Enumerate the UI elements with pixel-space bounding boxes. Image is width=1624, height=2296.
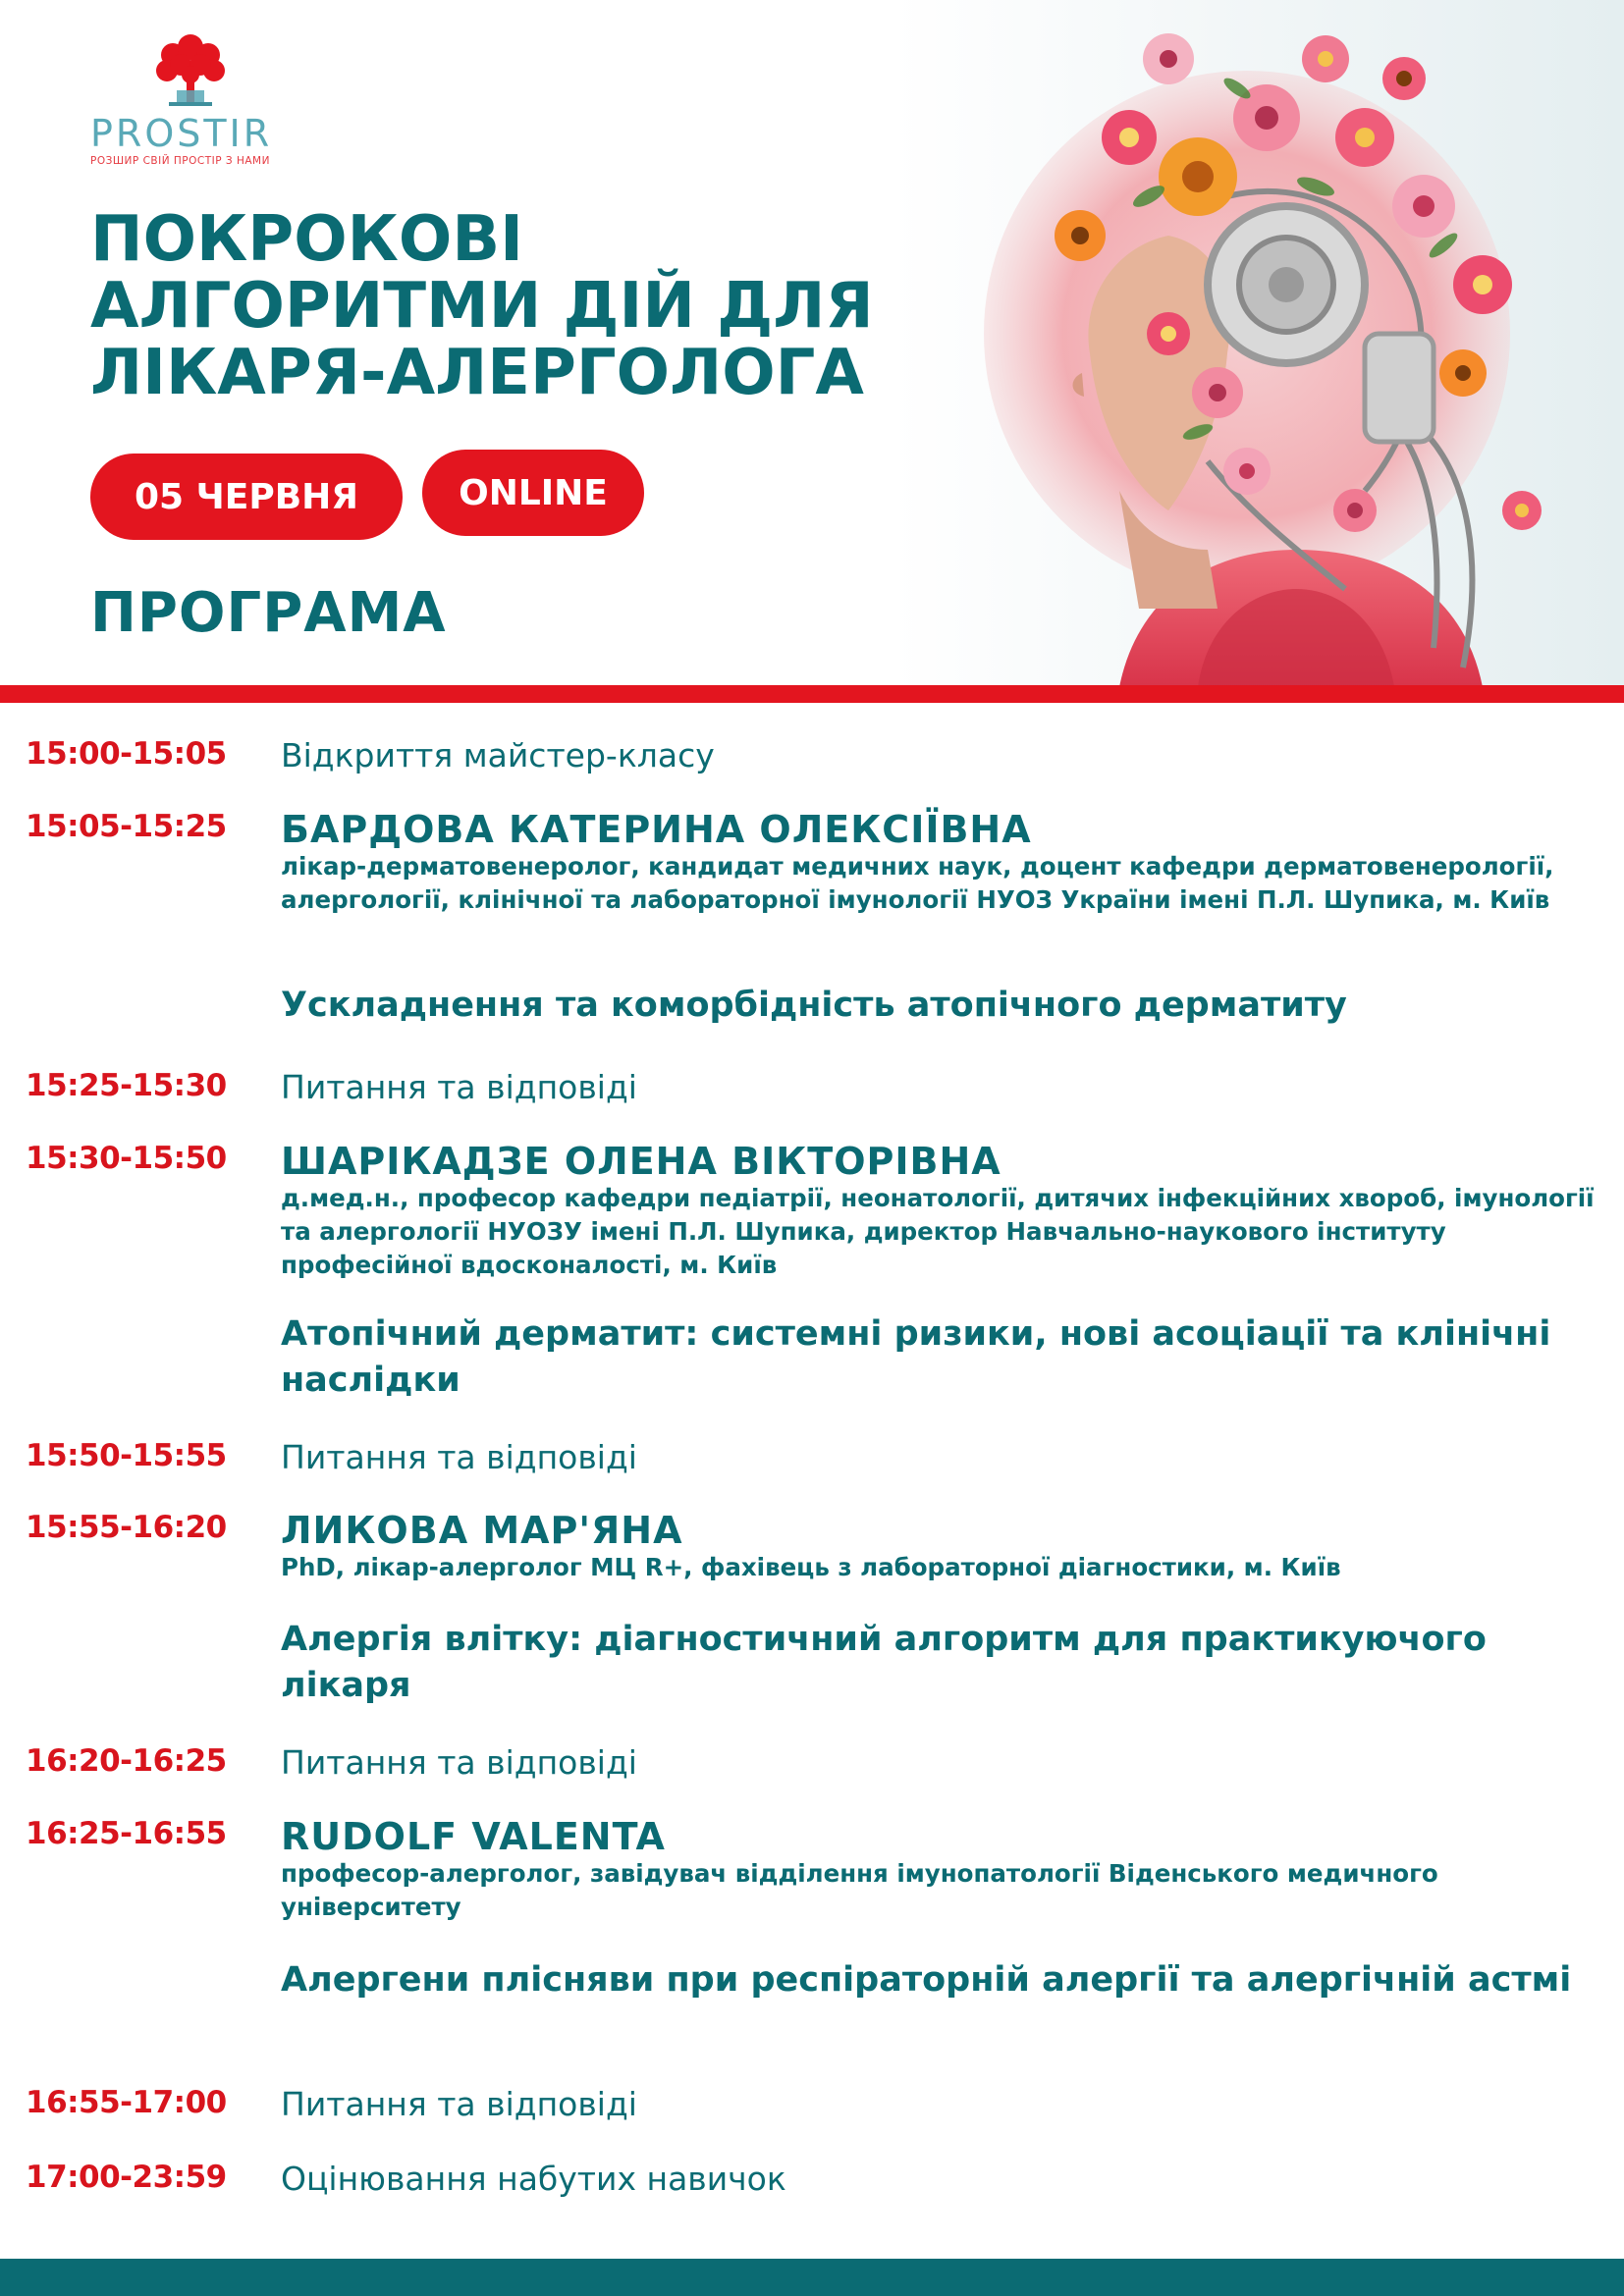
- time-slot: 15:05-15:25: [26, 809, 227, 844]
- speaker-description: PhD, лікар-алерголог МЦ R+, фахівець з лабораторної діагностики, м. Київ: [281, 1553, 1341, 1581]
- speaker-description: д.мед.н., професор кафедри педіатрії, неонатології, дитячих інфекційних хвороб, імунології та алергології НУОЗУ імені П.Л. Шупика, директор Навчально-наукового інституту професійної вдосконалості, м. Київ: [281, 1184, 1595, 1279]
- program-heading: ПРОГРАМА: [90, 581, 447, 645]
- page-title: [90, 203, 974, 409]
- header-banner: [0, 0, 1624, 687]
- time-slot: 17:00-23:59: [26, 2160, 227, 2195]
- time-slot: 15:00-15:05: [26, 736, 227, 772]
- time-slot: 15:30-15:50: [26, 1141, 227, 1176]
- title-line: АЛГОРИТМИ ДІЙ ДЛЯ: [90, 270, 874, 343]
- talk-topic: Атопічний дерматит: системні ризики, нові асоціації та клінічні наслідки: [281, 1314, 1551, 1400]
- title-line: ЛІКАРЯ-АЛЕРГОЛОГА: [90, 337, 864, 409]
- session-title: Питання та відповіді: [281, 1068, 637, 1106]
- date-badge: 05 ЧЕРВНЯ: [90, 454, 403, 540]
- brand-tagline: РОЗШИР СВІЙ ПРОСТІР З НАМИ: [90, 155, 270, 167]
- footer-bar: [0, 2259, 1624, 2296]
- session-title: Оцінювання набутих навичок: [281, 2160, 786, 2198]
- time-slot: 15:50-15:55: [26, 1438, 227, 1473]
- session-title: Питання та відповіді: [281, 2085, 637, 2123]
- flower-robot-illustration: [972, 0, 1624, 687]
- talk-topic: Алергія влітку: діагностичний алгоритм для практикуючого лікаря: [281, 1620, 1487, 1705]
- speaker-description: лікар-дерматовенеролог, кандидат медичних наук, доцент кафедри дерматовенерології, алергології, клінічної та лабораторної імунології НУОЗ України імені П.Л. Шупика, м. Київ: [281, 852, 1554, 914]
- online-badge: ONLINE: [422, 450, 644, 536]
- talk-topic: Ускладнення та коморбідність атопічного дерматиту: [281, 986, 1347, 1025]
- session-title: Відкриття майстер-класу: [281, 736, 715, 774]
- title-line: ПОКРОКОВІ: [90, 203, 523, 276]
- time-slot: 16:25-16:55: [26, 1816, 227, 1851]
- speaker-name: RUDOLF VALENTA: [281, 1815, 666, 1858]
- time-slot: 16:20-16:25: [26, 1743, 227, 1779]
- talk-topic: Алергени плісняви при респіраторній алергії та алергічній астмі: [281, 1960, 1572, 2000]
- time-slot: 16:55-17:00: [26, 2085, 227, 2120]
- speaker-name: ШАРІКАДЗЕ ОЛЕНА ВІКТОРІВНА: [281, 1140, 1001, 1183]
- section-divider: [0, 685, 1624, 703]
- tree-logo-icon: [151, 33, 230, 112]
- prostir-logo: [86, 33, 322, 166]
- session-title: Питання та відповіді: [281, 1438, 637, 1476]
- time-slot: 15:25-15:30: [26, 1068, 227, 1103]
- session-title: Питання та відповіді: [281, 1743, 637, 1782]
- speaker-name: БАРДОВА КАТЕРИНА ОЛЕКСІЇВНА: [281, 808, 1032, 851]
- time-slot: 15:55-16:20: [26, 1510, 227, 1545]
- speaker-name: ЛИКОВА МАР'ЯНА: [281, 1509, 683, 1552]
- speaker-description: професор-алерголог, завідувач відділення імунопатології Віденського медичного університету: [281, 1859, 1438, 1921]
- brand-name: PROSTIR: [90, 112, 273, 155]
